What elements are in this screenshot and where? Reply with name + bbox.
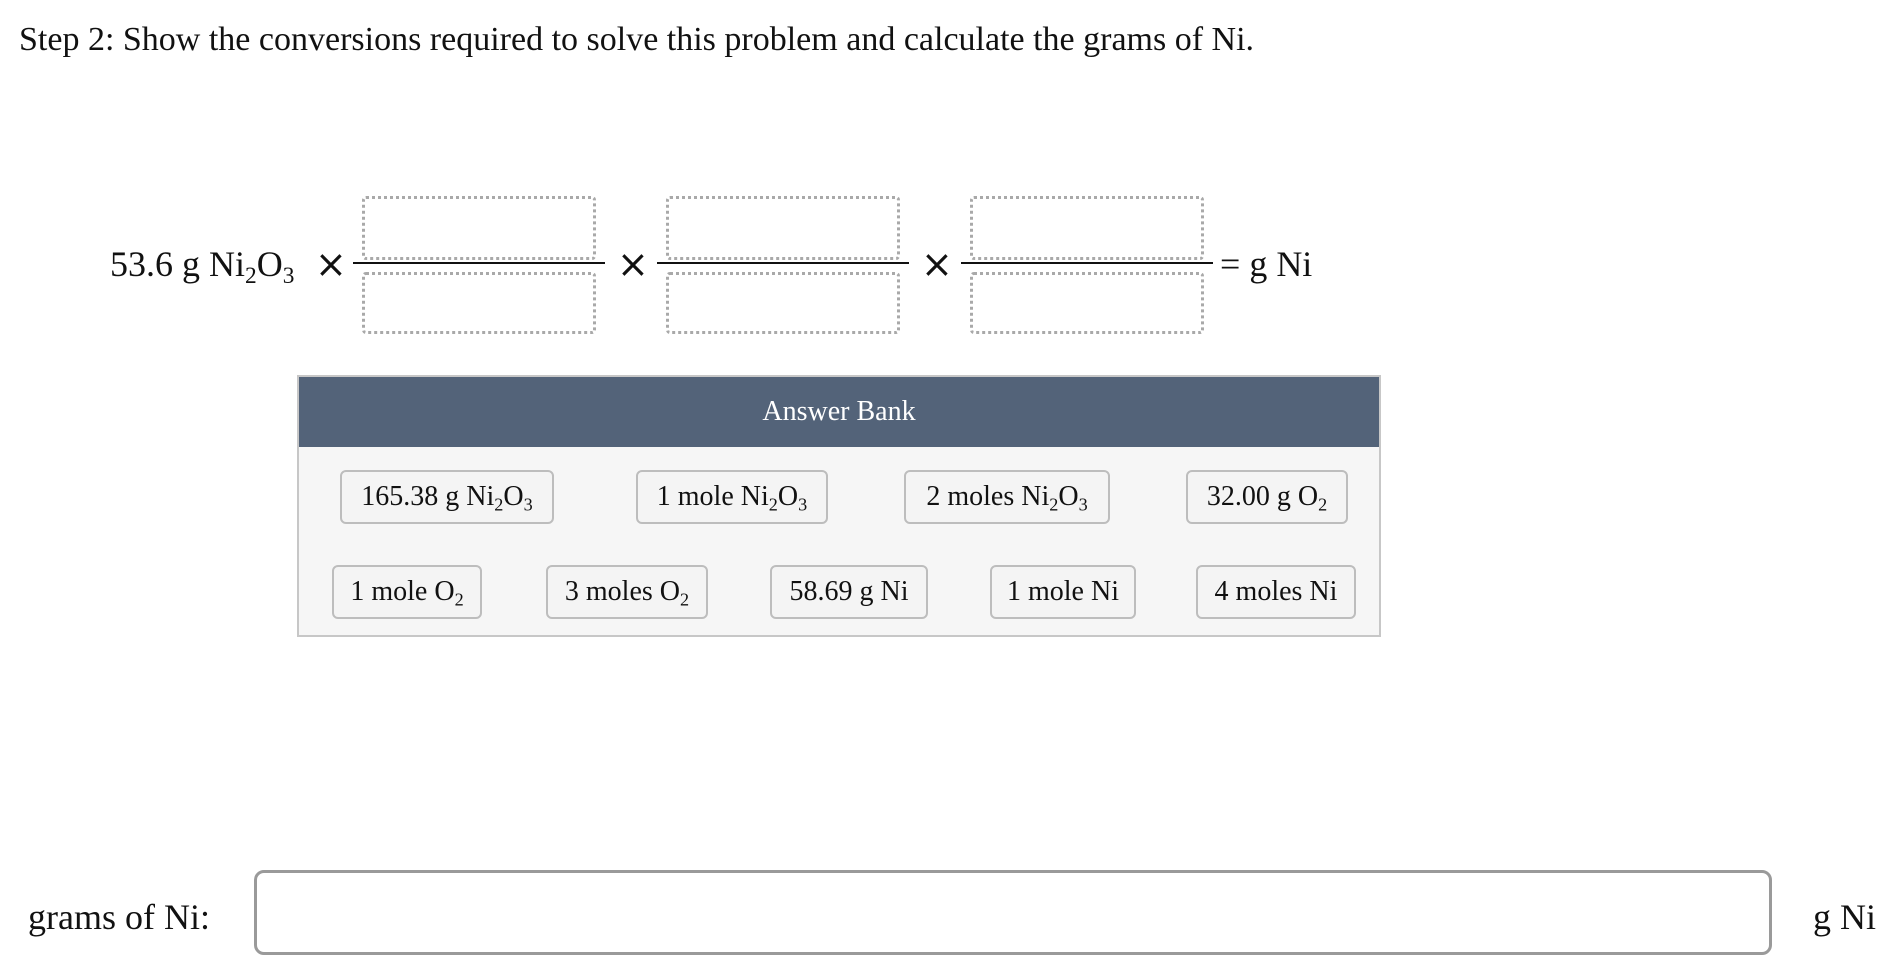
multiply-sign-3: × <box>921 242 953 286</box>
question-prompt: Step 2: Show the conversions required to solve this problem and calculate the grams of Ni. <box>19 21 1255 58</box>
tile-text: 1 mole Ni <box>656 481 769 512</box>
tile-text: 3 moles O <box>564 576 680 607</box>
equals-sign: = <box>1220 244 1241 284</box>
tile-text: 4 moles Ni <box>1214 576 1338 607</box>
answer-tile[interactable] <box>904 470 1110 524</box>
subscript: 3 <box>523 494 533 515</box>
conversion-factor-3 <box>961 196 1213 336</box>
answer-tile[interactable] <box>990 565 1136 619</box>
conversion-factor-2 <box>657 196 909 336</box>
starting-quantity-value: 53.6 g Ni <box>110 244 245 284</box>
tile-text: O <box>777 481 799 512</box>
answer-tile[interactable] <box>332 565 482 619</box>
numerator-drop-slot-2[interactable] <box>666 196 900 260</box>
subscript: 2 <box>680 589 690 610</box>
answer-tile[interactable] <box>546 565 708 619</box>
tile-text: 58.69 g Ni <box>789 576 909 607</box>
tile-text: 165.38 g Ni <box>361 481 495 512</box>
tile-text: O <box>1058 481 1079 512</box>
tile-text: O <box>503 481 524 512</box>
multiply-sign-1: × <box>315 242 347 286</box>
result-unit-label: g Ni <box>1249 244 1313 284</box>
subscript: 2 <box>768 494 778 515</box>
tile-text: 32.00 g O <box>1206 481 1319 512</box>
subscript: 2 <box>1049 494 1059 515</box>
conversion-factor-1 <box>353 196 605 336</box>
tile-text: 2 moles Ni <box>926 481 1050 512</box>
fraction-bar <box>353 262 605 264</box>
numerator-drop-slot-3[interactable] <box>970 196 1204 260</box>
subscript: 3 <box>1078 494 1088 515</box>
result-unit <box>1220 240 1312 288</box>
fraction-bar <box>657 262 909 264</box>
answer-tile[interactable] <box>636 470 828 524</box>
denominator-drop-slot-2[interactable] <box>666 272 900 334</box>
subscript: 2 <box>245 263 257 290</box>
answer-tile[interactable] <box>1186 470 1348 524</box>
subscript: 2 <box>454 589 464 610</box>
tile-text: 1 mole O <box>350 576 455 607</box>
multiply-sign-2: × <box>617 242 649 286</box>
answer-bank-header: Answer Bank <box>299 377 1379 447</box>
answer-label: grams of Ni: <box>28 897 210 937</box>
denominator-drop-slot-3[interactable] <box>970 272 1204 334</box>
formula-part: O <box>256 244 283 284</box>
answer-tile[interactable] <box>1196 565 1356 619</box>
tile-text: 1 mole Ni <box>1007 576 1119 607</box>
answer-bank <box>297 375 1381 637</box>
starting-quantity <box>110 240 294 288</box>
fraction-bar <box>961 262 1213 264</box>
subscript: 2 <box>494 494 504 515</box>
answer-unit: g Ni <box>1813 897 1876 937</box>
subscript: 3 <box>282 263 295 290</box>
numerator-drop-slot-1[interactable] <box>362 196 596 260</box>
grams-answer-input[interactable] <box>254 870 1772 955</box>
subscript: 3 <box>798 494 808 515</box>
answer-tile[interactable] <box>340 470 554 524</box>
subscript: 2 <box>1318 494 1328 515</box>
denominator-drop-slot-1[interactable] <box>362 272 596 334</box>
answer-tile[interactable] <box>770 565 928 619</box>
